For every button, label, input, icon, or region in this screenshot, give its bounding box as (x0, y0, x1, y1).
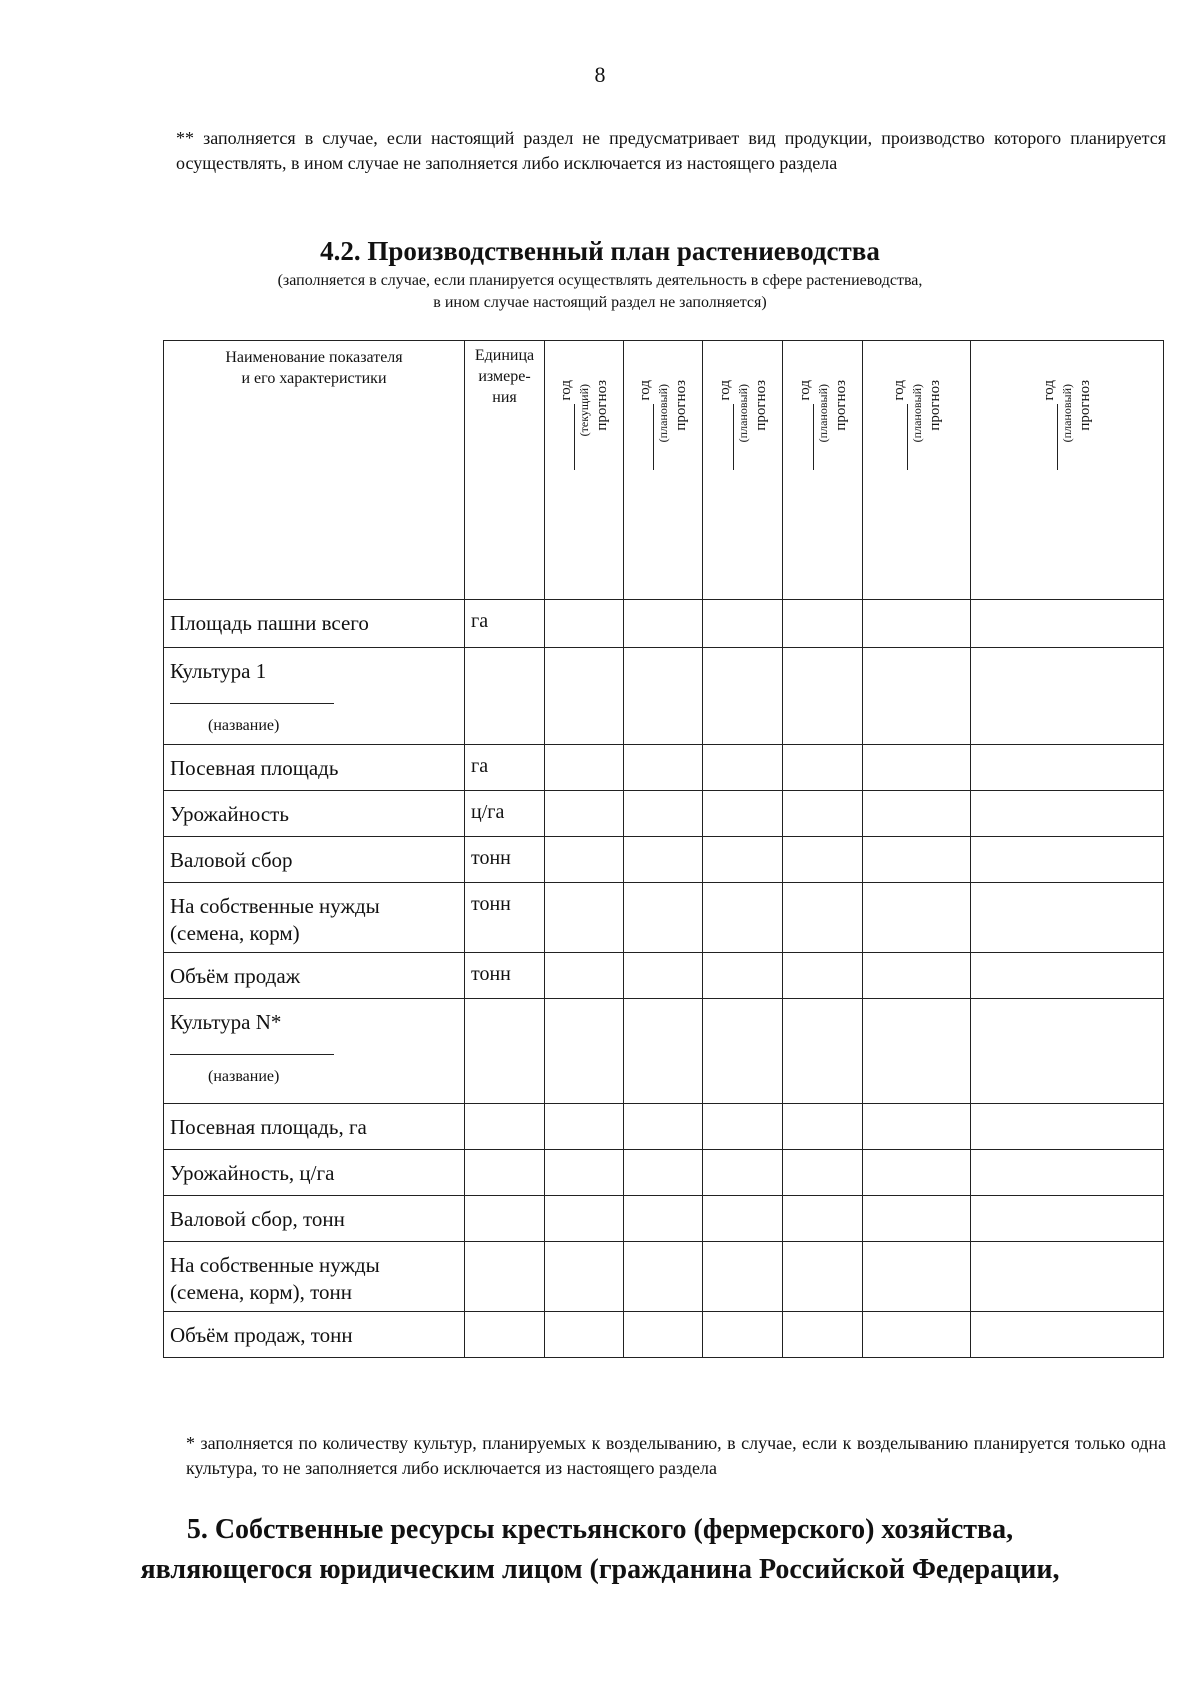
value-cell[interactable] (971, 837, 1164, 883)
row-label-cell (164, 648, 465, 745)
value-cell[interactable] (863, 999, 971, 1104)
forecast-word: прогноз (832, 380, 849, 431)
row-label: Валовой сбор (170, 848, 293, 872)
value-cell[interactable] (624, 791, 703, 837)
table-header-row (164, 341, 1164, 600)
value-cell[interactable] (703, 1150, 783, 1196)
value-cell[interactable] (624, 745, 703, 791)
section-subtitle-line-1: (заполняется в случае, если планируется осуществлять деятельность в сфере растениеводства, (277, 272, 923, 289)
value-cell[interactable] (783, 1104, 863, 1150)
culture-name-blank (170, 699, 334, 704)
row-label-cell (164, 883, 465, 953)
row-label: Валовой сбор, тонн (170, 1207, 345, 1231)
table-row (164, 953, 1164, 999)
value-cell[interactable] (545, 1150, 624, 1196)
value-cell[interactable] (783, 648, 863, 745)
header-unit-line-3: ния (492, 389, 517, 406)
value-cell[interactable] (971, 953, 1164, 999)
row-label: Площадь пашни всего (170, 611, 369, 635)
row-unit: ц/га (465, 791, 545, 837)
value-cell[interactable] (545, 999, 624, 1104)
value-cell[interactable] (703, 600, 783, 648)
row-unit (465, 1242, 545, 1312)
value-cell[interactable] (971, 1196, 1164, 1242)
value-cell[interactable] (783, 791, 863, 837)
row-label-cell (164, 999, 465, 1104)
section-5-heading-line-1: 5. Собственные ресурсы крестьянского (фермерского) хозяйства, (186, 1514, 1014, 1545)
section-5-heading-line-2: являющегося юридическим лицом (гражданина Российской Федерации, (140, 1554, 1060, 1585)
value-cell[interactable] (863, 837, 971, 883)
culture-name-caption: (название) (208, 1068, 280, 1085)
period-kind: (плановый) (909, 384, 924, 443)
value-cell[interactable] (545, 648, 624, 745)
value-cell[interactable] (863, 791, 971, 837)
value-cell[interactable] (863, 1242, 971, 1312)
value-cell[interactable] (545, 600, 624, 648)
period-kind: (плановый) (656, 384, 670, 443)
value-cell[interactable] (971, 1104, 1164, 1150)
value-cell[interactable] (971, 1312, 1164, 1358)
value-cell[interactable] (703, 1312, 783, 1358)
value-cell[interactable] (703, 953, 783, 999)
forecast-word: прогноз (926, 380, 943, 431)
period-kind: (плановый) (815, 384, 830, 443)
section-subtitle-line-2: в ином случае настоящий раздел не заполняется) (433, 294, 767, 311)
value-cell[interactable] (863, 1196, 971, 1242)
value-cell[interactable] (624, 1242, 703, 1312)
period-kind: (плановый) (735, 384, 750, 443)
table-row (164, 837, 1164, 883)
value-cell[interactable] (783, 745, 863, 791)
row-label-cell (164, 1150, 465, 1196)
row-label: На собственные нужды (семена, корм) (170, 894, 380, 945)
row-unit (465, 999, 545, 1104)
value-cell[interactable] (545, 883, 624, 953)
value-cell[interactable] (624, 1312, 703, 1358)
value-cell[interactable] (971, 1242, 1164, 1312)
value-cell[interactable] (783, 837, 863, 883)
row-unit: тонн (465, 837, 545, 883)
value-cell[interactable] (863, 745, 971, 791)
section-title: 4.2. Производственный план растениеводства (320, 236, 880, 266)
value-cell[interactable] (624, 1104, 703, 1150)
value-cell[interactable] (545, 837, 624, 883)
row-label-cell (164, 1196, 465, 1242)
value-cell[interactable] (624, 648, 703, 745)
value-cell[interactable] (545, 1312, 624, 1358)
header-period-1 (545, 341, 624, 600)
row-label: Объём продаж, тонн (170, 1323, 353, 1347)
culture-name-caption: (название) (208, 717, 280, 734)
table-row (164, 745, 1164, 791)
header-period-6 (971, 341, 1164, 600)
row-unit (465, 648, 545, 745)
value-cell[interactable] (624, 837, 703, 883)
value-cell[interactable] (971, 648, 1164, 745)
value-cell[interactable] (624, 999, 703, 1104)
value-cell[interactable] (545, 745, 624, 791)
header-unit-line-2: измере- (478, 368, 531, 385)
value-cell[interactable] (624, 1150, 703, 1196)
value-cell[interactable] (971, 745, 1164, 791)
forecast-word: прогноз (1077, 380, 1093, 431)
forecast-word: прогноз (752, 380, 769, 431)
value-cell[interactable] (863, 883, 971, 953)
page-number: 8 (594, 62, 606, 87)
row-label-cell (164, 600, 465, 648)
value-cell[interactable] (971, 600, 1164, 648)
row-unit (465, 1196, 545, 1242)
table-row (164, 600, 1164, 648)
year-word: год (1041, 380, 1057, 401)
row-label: Посевная площадь (170, 756, 339, 780)
culture-name-blank (170, 1050, 334, 1055)
value-cell[interactable] (783, 1150, 863, 1196)
row-unit: га (465, 600, 545, 648)
forecast-word: прогноз (673, 380, 689, 431)
production-plan-table (163, 340, 1164, 1358)
year-word: год (796, 380, 813, 401)
header-period-2 (624, 341, 703, 600)
value-cell[interactable] (783, 883, 863, 953)
value-cell[interactable] (624, 1196, 703, 1242)
table-row (164, 791, 1164, 837)
row-label-cell (164, 837, 465, 883)
value-cell[interactable] (863, 600, 971, 648)
footnote-double-star: ** заполняется в случае, если настоящий раздел не предусматривает вид продукции, производство которого планируется осуществлять, в ином случае не заполняется либо исключается из настоящего раздела (176, 128, 1166, 173)
row-label-cell (164, 1104, 465, 1150)
value-cell[interactable] (971, 791, 1164, 837)
value-cell[interactable] (703, 1196, 783, 1242)
value-cell[interactable] (545, 1196, 624, 1242)
value-cell[interactable] (783, 600, 863, 648)
year-blank (560, 404, 575, 470)
value-cell[interactable] (624, 883, 703, 953)
row-label: Культура N* (170, 1010, 282, 1034)
year-blank (719, 404, 734, 470)
table-row (164, 999, 1164, 1104)
row-unit: га (465, 745, 545, 791)
value-cell[interactable] (703, 1242, 783, 1312)
row-label: Посевная площадь, га (170, 1115, 367, 1139)
row-label: Объём продаж (170, 964, 301, 988)
value-cell[interactable] (971, 999, 1164, 1104)
row-unit: тонн (465, 953, 545, 999)
value-cell[interactable] (783, 999, 863, 1104)
value-cell[interactable] (783, 1312, 863, 1358)
value-cell[interactable] (545, 953, 624, 999)
value-cell[interactable] (545, 791, 624, 837)
row-label-cell (164, 953, 465, 999)
table-row (164, 1104, 1164, 1150)
year-blank (1043, 404, 1058, 470)
row-label-cell (164, 1242, 465, 1312)
year-blank (799, 404, 814, 470)
row-label: Урожайность (170, 802, 289, 826)
value-cell[interactable] (971, 1150, 1164, 1196)
value-cell[interactable] (863, 953, 971, 999)
year-word: год (558, 380, 574, 401)
row-label-cell (164, 1312, 465, 1358)
value-cell[interactable] (545, 1242, 624, 1312)
row-label-cell (164, 745, 465, 791)
header-unit-line-1: Единица (474, 347, 535, 364)
value-cell[interactable] (863, 1104, 971, 1150)
value-cell[interactable] (783, 1196, 863, 1242)
row-label: На собственные нужды (семена, корм), тонн (170, 1253, 380, 1304)
value-cell[interactable] (703, 1104, 783, 1150)
year-blank (639, 404, 654, 470)
table-row (164, 1312, 1164, 1358)
header-period-5 (863, 341, 971, 600)
value-cell[interactable] (703, 883, 783, 953)
value-cell[interactable] (971, 883, 1164, 953)
row-unit (465, 1104, 545, 1150)
value-cell[interactable] (703, 791, 783, 837)
value-cell[interactable] (783, 1242, 863, 1312)
row-unit: тонн (465, 883, 545, 953)
header-name-line-1: Наименование показателя (225, 349, 403, 366)
value-cell[interactable] (703, 745, 783, 791)
value-cell[interactable] (703, 837, 783, 883)
forecast-word: прогноз (594, 380, 610, 431)
header-period-3 (703, 341, 783, 600)
year-word: год (716, 380, 733, 401)
period-kind: (плановый) (1060, 384, 1074, 443)
value-cell[interactable] (624, 600, 703, 648)
header-period-4 (783, 341, 863, 600)
value-cell[interactable] (703, 648, 783, 745)
footnote-star: * заполняется по количеству культур, планируемых к возделыванию, в случае, если к возделыванию планируется только одна культура, то не заполняется либо исключается из настоящего раздела (186, 1433, 1166, 1478)
value-cell[interactable] (545, 1104, 624, 1150)
year-word: год (890, 380, 907, 401)
period-kind: (текущий) (577, 384, 591, 437)
table-row (164, 1242, 1164, 1312)
value-cell[interactable] (783, 953, 863, 999)
year-word: год (637, 380, 653, 401)
section-5-heading (0, 1510, 1200, 1590)
table-row (164, 1196, 1164, 1242)
section-subtitle (0, 270, 1200, 314)
table-row (164, 883, 1164, 953)
header-indicator-name (164, 341, 465, 600)
row-label-cell (164, 791, 465, 837)
row-unit (465, 1150, 545, 1196)
table-row (164, 1150, 1164, 1196)
value-cell[interactable] (863, 1150, 971, 1196)
value-cell[interactable] (624, 953, 703, 999)
header-name-line-2: и его характеристики (241, 370, 387, 387)
table-row (164, 648, 1164, 745)
value-cell[interactable] (703, 999, 783, 1104)
row-label: Урожайность, ц/га (170, 1161, 335, 1185)
row-label: Культура 1 (170, 659, 267, 683)
year-blank (893, 404, 908, 470)
value-cell[interactable] (863, 648, 971, 745)
header-unit (465, 341, 545, 600)
value-cell[interactable] (863, 1312, 971, 1358)
row-unit (465, 1312, 545, 1358)
